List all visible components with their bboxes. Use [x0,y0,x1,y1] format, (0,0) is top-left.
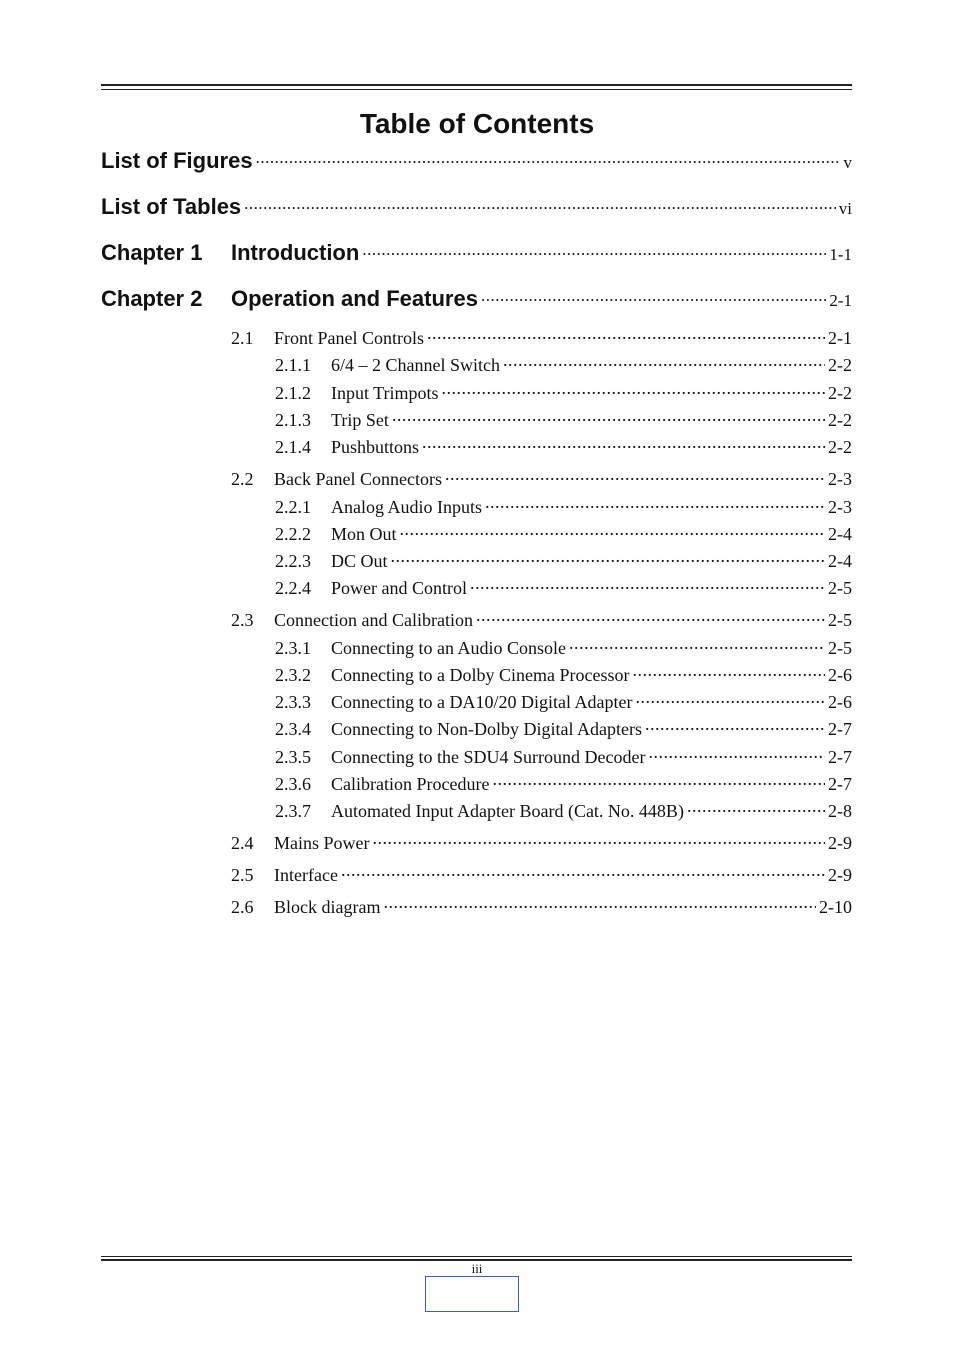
dot-leader [391,549,825,567]
toc-entry-label: Front Panel Controls [274,328,425,348]
toc-section-number: 2.1.4 [275,437,311,457]
header-rule-top [101,84,852,86]
toc-chapter-number: Chapter 2 [101,286,203,311]
toc-section-number: 2.2.4 [275,578,311,598]
toc-entry-subsection[interactable] [275,799,852,823]
toc-entry-section[interactable] [231,608,852,632]
toc-section-number: 2.2.3 [275,551,311,571]
toc-entry-page: 2-1 [829,291,852,310]
dot-leader [648,745,825,763]
toc-entry-label: Block diagram [274,897,381,917]
toc-entry-page: 2-7 [828,719,852,739]
toc-entry-page: 2-4 [828,524,852,544]
dot-leader [470,576,825,594]
toc-entry-label: Analog Audio Inputs [331,497,482,517]
toc-entry-page: 2-9 [828,833,852,853]
dot-leader [445,467,825,485]
toc-entry-label: Automated Input Adapter Board (Cat. No. 448B) [331,801,684,821]
toc-entry-list-of-figures[interactable] [101,148,852,178]
page-number: iii [471,1261,483,1276]
toc-entry-subsection[interactable] [275,522,852,546]
toc-entry-page: v [843,153,852,172]
toc-entry-subsection[interactable] [275,408,852,432]
toc-entry-page: 1-1 [829,245,852,264]
dot-leader [392,408,825,426]
toc-entry-page: 2-6 [828,692,852,712]
toc-entry-label: Connecting to a Dolby Cinema Processor [331,665,630,685]
toc-entry-page: 2-3 [828,497,852,517]
toc-entry-list-of-tables[interactable] [101,194,852,224]
toc-entry-subsection[interactable] [275,549,852,573]
toc-entry-label: Trip Set [331,410,389,430]
toc-entry-page: 2-8 [828,801,852,821]
toc-section-number: 2.3.5 [275,747,311,767]
toc-entry-label: Input Trimpots [331,383,439,403]
toc-entry-section[interactable] [231,895,852,919]
toc-entry-page: 2-1 [828,328,852,348]
toc-entry-subsection[interactable] [275,495,852,519]
toc-entry-subsection[interactable] [275,772,852,796]
toc-entry-subsection[interactable] [275,381,852,405]
toc-entry-subsection[interactable] [275,435,852,459]
toc-entry-label: Back Panel Connectors [274,469,442,489]
toc-section-number: 2.1.3 [275,410,311,430]
toc-entry-subsection[interactable] [275,576,852,600]
toc-entry-page: 2-10 [819,897,852,917]
toc-entry-page: 2-9 [828,865,852,885]
dot-leader [244,197,836,214]
toc-entry-subsection[interactable] [275,745,852,769]
toc-entry-page: 2-5 [828,638,852,658]
toc-entry-label: Mon Out [331,524,397,544]
toc-entry-label: DC Out [331,551,388,571]
toc-entry-page: 2-7 [828,774,852,794]
toc-section-number: 2.4 [231,833,254,853]
footer-rule-top [101,1256,852,1257]
toc-entry-page: vi [838,199,852,218]
page-title: Table of Contents [359,108,595,139]
toc-section-number: 2.2.1 [275,497,311,517]
header-rule-bottom [101,89,852,90]
toc-section-number: 2.3.6 [275,774,311,794]
toc-entry-subsection[interactable] [275,690,852,714]
toc-entry-page: 2-5 [828,578,852,598]
toc-entry-page: 2-3 [828,469,852,489]
dot-leader [442,381,825,399]
toc-entry-label: Connecting to the SDU4 Surround Decoder [331,747,646,767]
toc-entry-label: Operation and Features [231,286,478,311]
toc-section-number: 2.3.3 [275,692,311,712]
dot-leader [632,663,825,681]
page-number-box [425,1276,519,1312]
dot-leader [362,243,826,260]
toc-section-number: 2.3.4 [275,719,311,739]
dot-leader [481,289,826,306]
dot-leader [383,895,816,913]
toc-entry-section[interactable] [231,831,852,855]
toc-entry-page: 2-2 [828,355,852,375]
dot-leader [635,690,825,708]
dot-leader [256,151,841,168]
toc-entry-page: 2-7 [828,747,852,767]
toc-entry-page: 2-6 [828,665,852,685]
dot-leader [341,863,825,881]
toc-section-number: 2.1.2 [275,383,311,403]
toc-entry-label: Connecting to an Audio Console [331,638,566,658]
toc-entry-page: 2-2 [828,410,852,430]
toc-entry-label: Pushbuttons [331,437,420,457]
dot-leader [485,495,825,513]
dot-leader [427,326,825,344]
dot-leader [569,636,825,654]
toc-entry-label: 6/4 – 2 Channel Switch [331,355,500,375]
toc-entry-label: Connecting to Non-Dolby Digital Adapters [331,719,642,739]
dot-leader [400,522,825,540]
dot-leader [492,772,825,790]
toc-entry-chapter-1[interactable] [101,240,852,270]
dot-leader [373,831,826,849]
toc-section-number: 2.6 [231,897,254,917]
dot-leader [645,717,825,735]
toc-section-number: 2.3.7 [275,801,311,821]
toc-section-number: 2.3.1 [275,638,311,658]
toc-section-number: 2.5 [231,865,254,885]
dot-leader [687,799,825,817]
dot-leader [422,435,825,453]
toc-section-number: 2.3.2 [275,665,311,685]
dot-leader [476,608,825,626]
toc-section-number: 2.3 [231,610,254,630]
toc-section-number: 2.1 [231,328,254,348]
toc-entry-page: 2-4 [828,551,852,571]
toc-entry-subsection[interactable] [275,353,852,377]
toc-entry-subsection[interactable] [275,636,852,660]
toc-entry-label: List of Tables [101,194,242,219]
toc-entry-label: Interface [274,865,338,885]
toc-entry-label: Introduction [231,240,360,265]
toc-entry-page: 2-2 [828,383,852,403]
toc-chapter-number: Chapter 1 [101,240,203,265]
toc-entry-subsection[interactable] [275,663,852,687]
toc-entry-page: 2-5 [828,610,852,630]
toc-entry-label: Calibration Procedure [331,774,490,794]
toc-entry-page: 2-2 [828,437,852,457]
toc-entry-section[interactable] [231,326,852,350]
toc-entry-section[interactable] [231,863,852,887]
toc-entry-chapter-2[interactable] [101,286,852,316]
toc-entry-label: Mains Power [274,833,370,853]
toc-section-number: 2.2.2 [275,524,311,544]
toc-entry-label: Connecting to a DA10/20 Digital Adapter [331,692,633,712]
toc-entry-label: Connection and Calibration [274,610,473,630]
toc-entry-label: List of Figures [101,148,253,173]
toc-section-number: 2.2 [231,469,254,489]
toc-entry-subsection[interactable] [275,717,852,741]
toc-section-number: 2.1.1 [275,355,311,375]
toc-entry-label: Power and Control [331,578,467,598]
toc-entry-section[interactable] [231,467,852,491]
dot-leader [503,353,825,371]
